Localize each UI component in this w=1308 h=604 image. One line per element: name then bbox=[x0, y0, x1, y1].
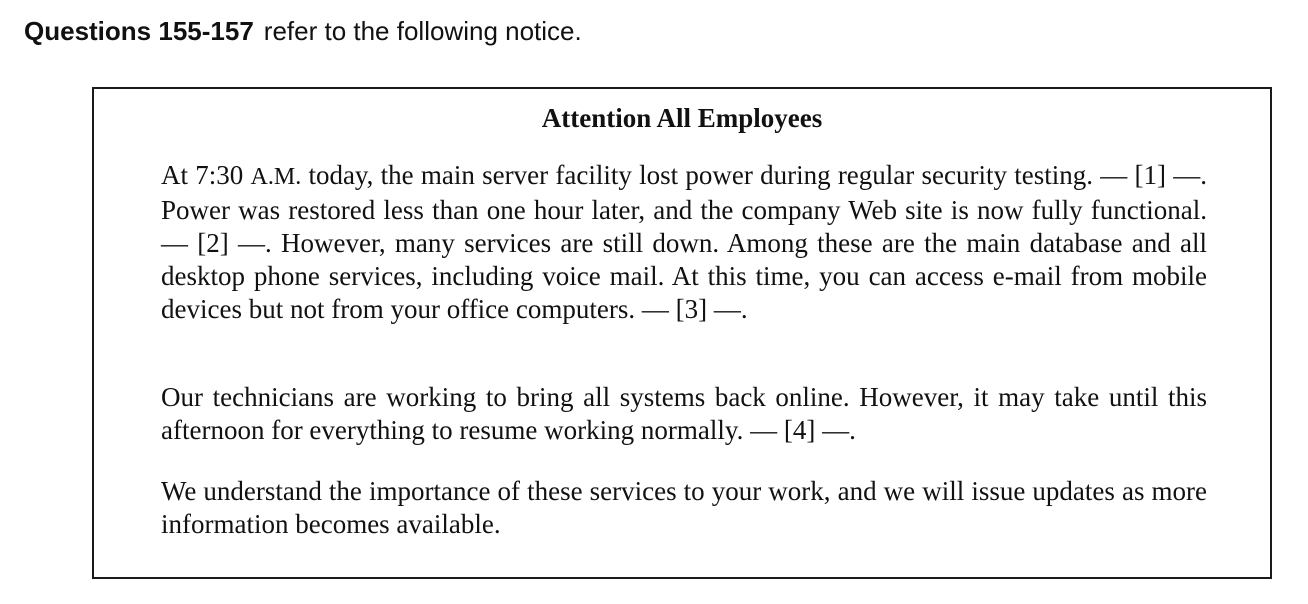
notice-box bbox=[92, 87, 1272, 579]
paragraph-1-prefix: At 7:30 bbox=[161, 160, 251, 190]
notice-paragraph-3: We understand the importance of these services to your work, and we will issue updates as more information becomes available. bbox=[161, 476, 1207, 539]
time-suffix: A.M. bbox=[250, 164, 302, 190]
notice-title: Attention All Employees bbox=[541, 103, 823, 133]
paragraph-1-text: today, the main server facility lost power during regular security testing. — [1] —. Power was restored less than one hour later, and the company Web site is now fully functional. — [2] —. However, many services are still down. Among these are the main database and all desktop phone services, including voice mail. At this time, you can access e-mail from mobile devices but not from your office computers. — [3] —. bbox=[161, 160, 1207, 324]
notice-paragraph-2: Our technicians are working to bring all systems back online. However, it may take until this afternoon for everything to resume working normally. — [4] —. bbox=[161, 382, 1207, 445]
question-instruction: refer to the following notice. bbox=[263, 16, 582, 46]
notice-paragraph-1 bbox=[161, 159, 1207, 326]
question-range: Questions 155-157 bbox=[24, 16, 254, 46]
question-header bbox=[24, 14, 582, 48]
